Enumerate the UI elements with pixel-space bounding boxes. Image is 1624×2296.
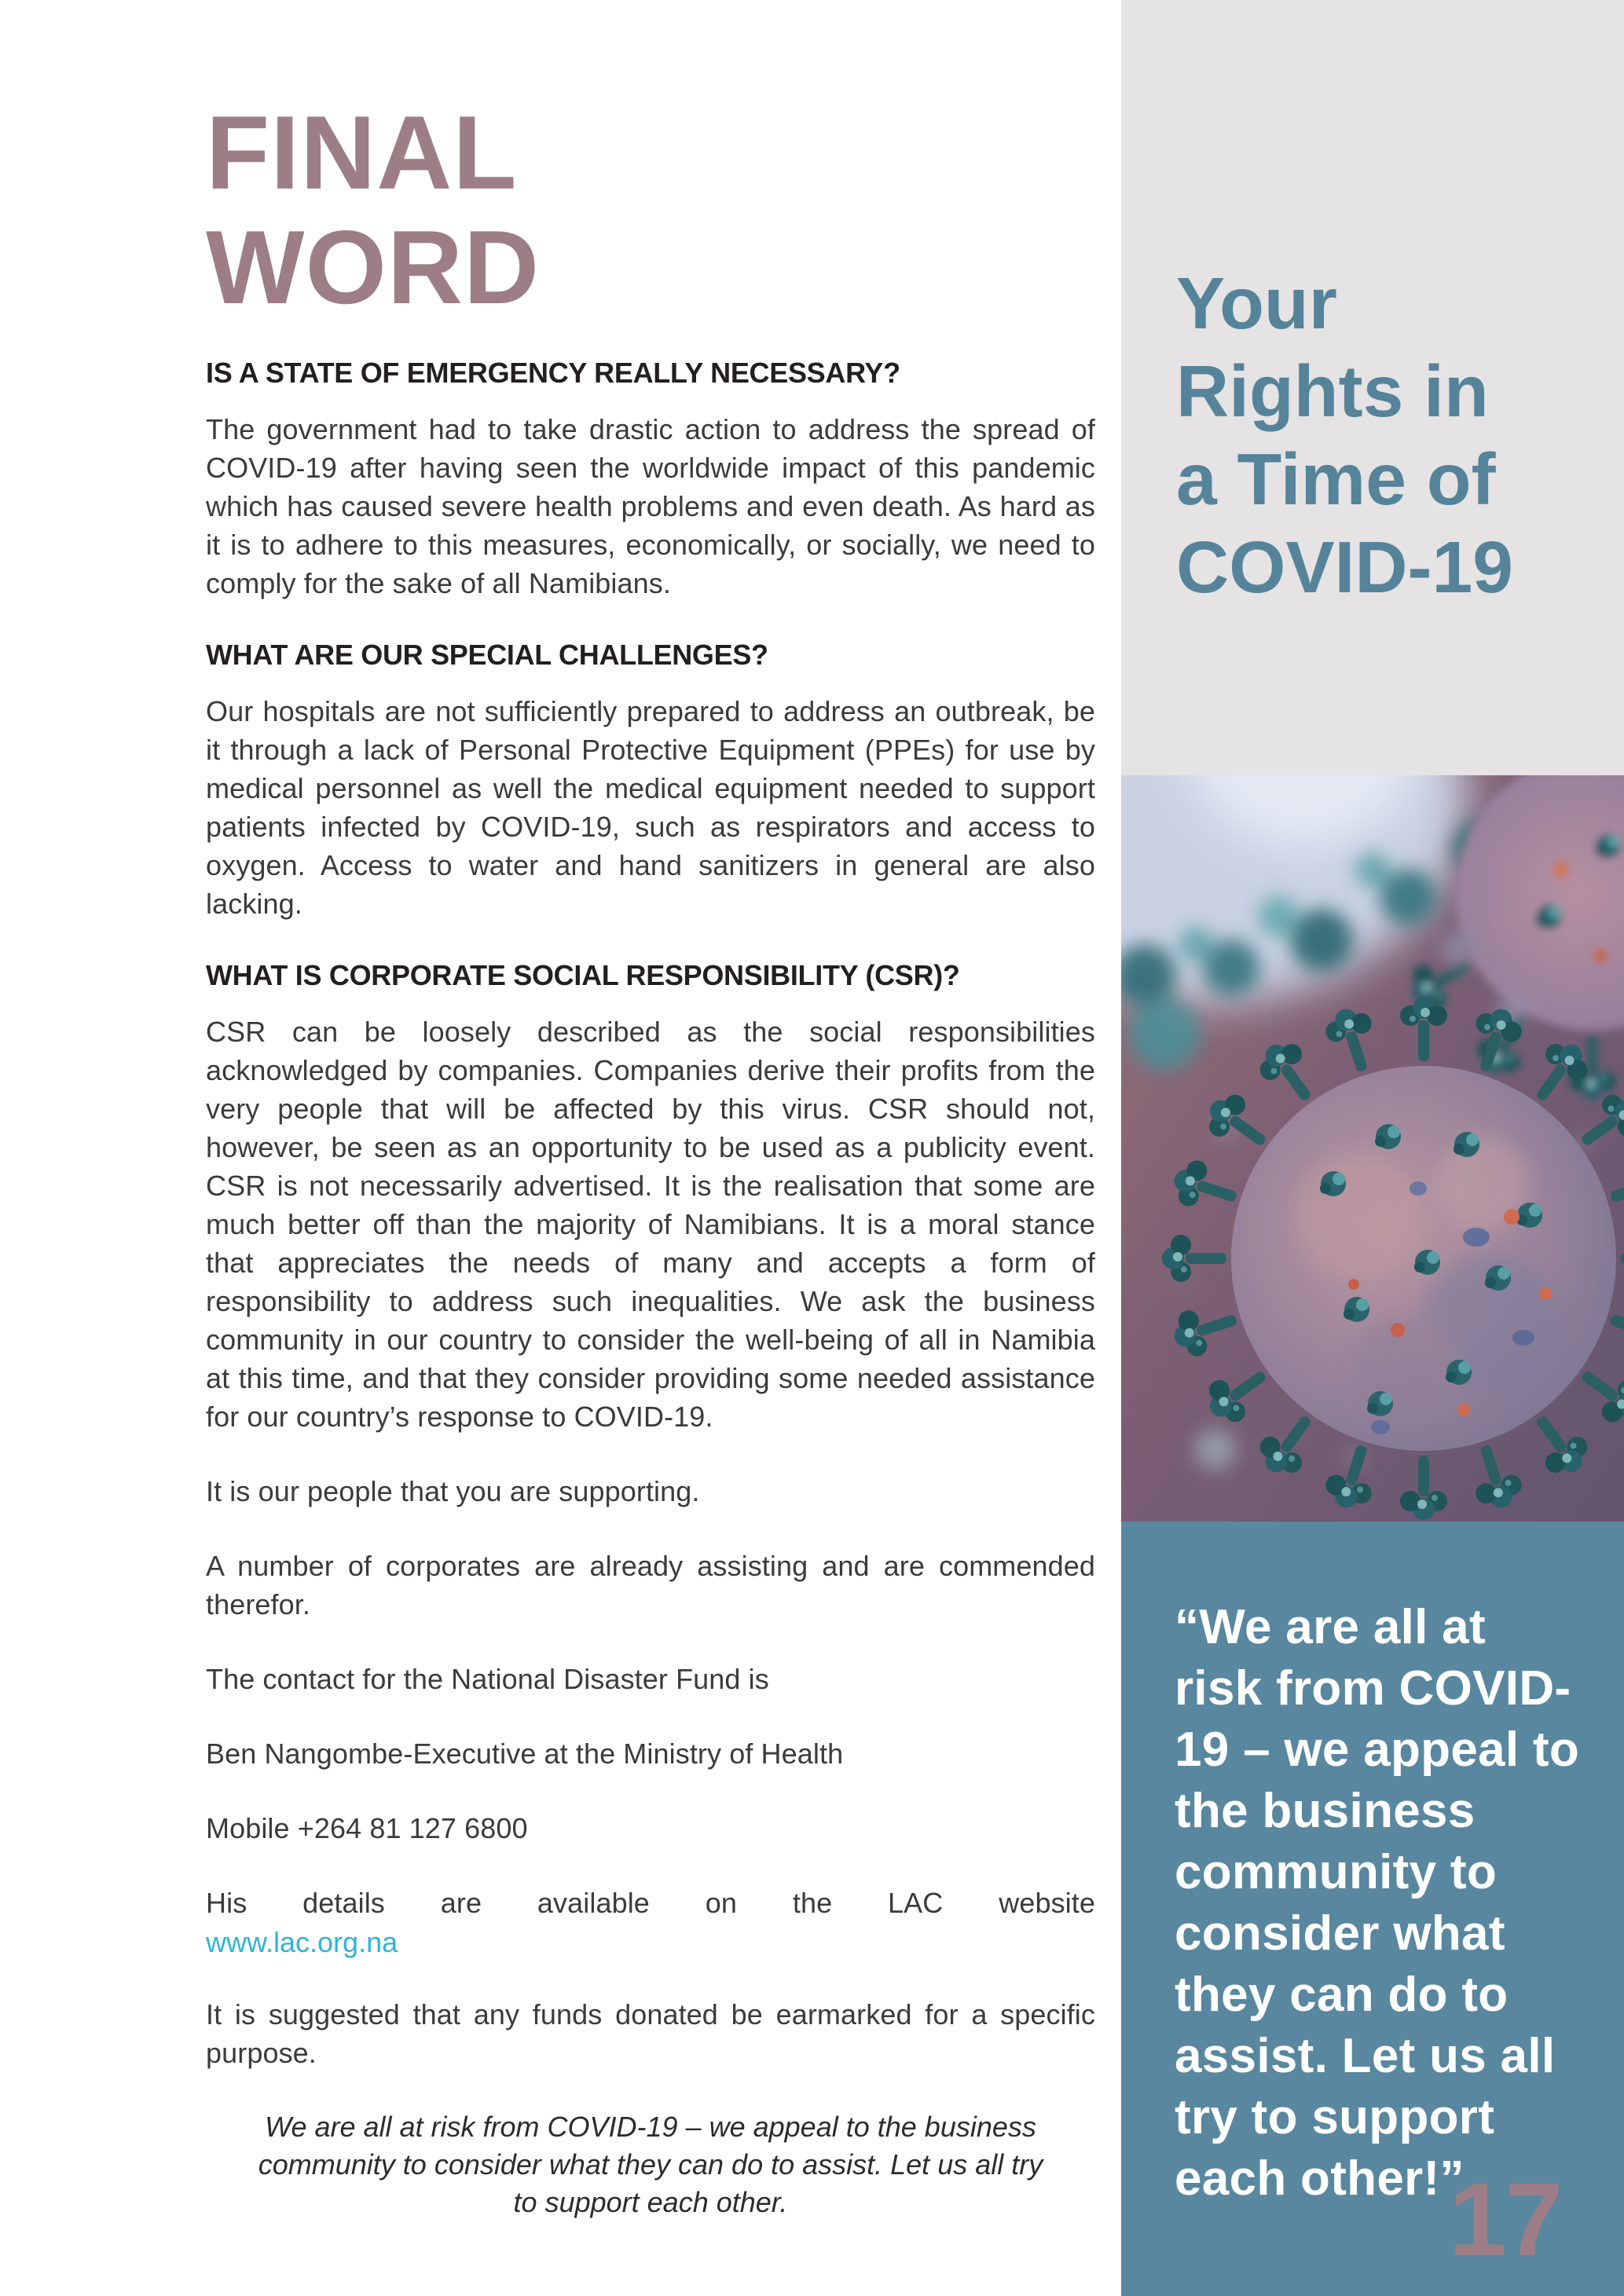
page-number: 17 — [1449, 2162, 1561, 2277]
article-column — [206, 0, 1095, 2221]
page-title-line1: FINAL — [206, 95, 518, 211]
sidebar-header-panel — [1121, 0, 1624, 775]
sidebar — [1121, 0, 1624, 2296]
lac-website-link[interactable]: www.lac.org.na — [206, 1926, 398, 1958]
paragraph-challenges: Our hospitals are not sufficiently prepared to address an outbreak, be it through a lack of Personal Protective Equipment (PPEs) for use by medical personnel as well the medical equipment needed to support patients infected by COVID-19, such as respirators and access to oxygen. Access to water and hand sanitizers in general are also lacking. — [206, 695, 1095, 920]
website-link-line — [206, 1926, 1095, 1959]
section-heading-emergency: IS A STATE OF EMERGENCY REALLY NECESSARY? — [206, 357, 900, 389]
paragraph-supporting: It is our people that you are supporting. — [206, 1475, 700, 1507]
section-heading-csr: WHAT IS CORPORATE SOCIAL RESPONSIBILITY (CSR)? — [206, 959, 960, 991]
section-heading-challenges: WHAT ARE OUR SPECIAL CHALLENGES? — [206, 639, 768, 671]
pull-quote: “We are all at risk from COVID-19 – we appeal to the business community to consider what they can do to assist. Let us all try to support each other!” — [1175, 1600, 1580, 2206]
coronavirus-photo — [1121, 775, 1624, 1522]
sidebar-title-line3: a Time of — [1176, 438, 1496, 520]
paragraph-website: His details are available on the LAC website — [206, 1887, 1095, 1919]
paragraph-corporates: A number of corporates are already assisting and are commended therefor. — [206, 1550, 1095, 1620]
paragraph-ben-nangombe: Ben Nangombe-Executive at the Ministry of Health — [206, 1738, 844, 1770]
sidebar-title-line1: Your — [1176, 262, 1337, 344]
page-title — [206, 96, 1095, 325]
paragraph-emergency: The government had to take drastic action to address the spread of COVID-19 after having seen the worldwide impact of this pandemic which has caused severe health problems and even death. As hard as it is to adhere to this measures, economically, or socially, we need to comply for the sake of all Namibians. — [206, 413, 1095, 599]
sidebar-title-line2: Rights in — [1176, 350, 1489, 432]
page-title-line2: WORD — [206, 210, 541, 326]
quote-panel — [1121, 1522, 1624, 2296]
paragraph-mobile-number: Mobile +264 81 127 6800 — [206, 1812, 528, 1844]
closing-italic-note: We are all at risk from COVID-19 – we appeal to the business community to consider what they can do to assist. Let us all try to support each other. — [258, 2111, 1043, 2218]
sidebar-title — [1176, 259, 1513, 611]
paragraph-contact: The contact for the National Disaster Fund is — [206, 1663, 769, 1695]
paragraph-earmarked: It is suggested that any funds donated be earmarked for a specific purpose. — [206, 1998, 1095, 2069]
virus-illustration — [1121, 775, 1624, 1522]
sidebar-title-line4: COVID-19 — [1176, 526, 1513, 608]
paragraph-csr: CSR can be loosely described as the social responsibilities acknowledged by companies. Companies derive their profits from the very people that will be affected by this virus. CSR should not, however, be seen as an opportunity to be used as a publicity event. CSR is not necessarily advertised. It is the realisation that some are much better off than the majority of Namibians. It is a moral stance that appreciates the needs of many and accepts a form of responsibility to address such inequalities. We ask the business community in our country to consider the well-being of all in Namibia at this time, and that they consider providing some needed assistance for our country’s response to COVID-19. — [206, 1016, 1095, 1433]
